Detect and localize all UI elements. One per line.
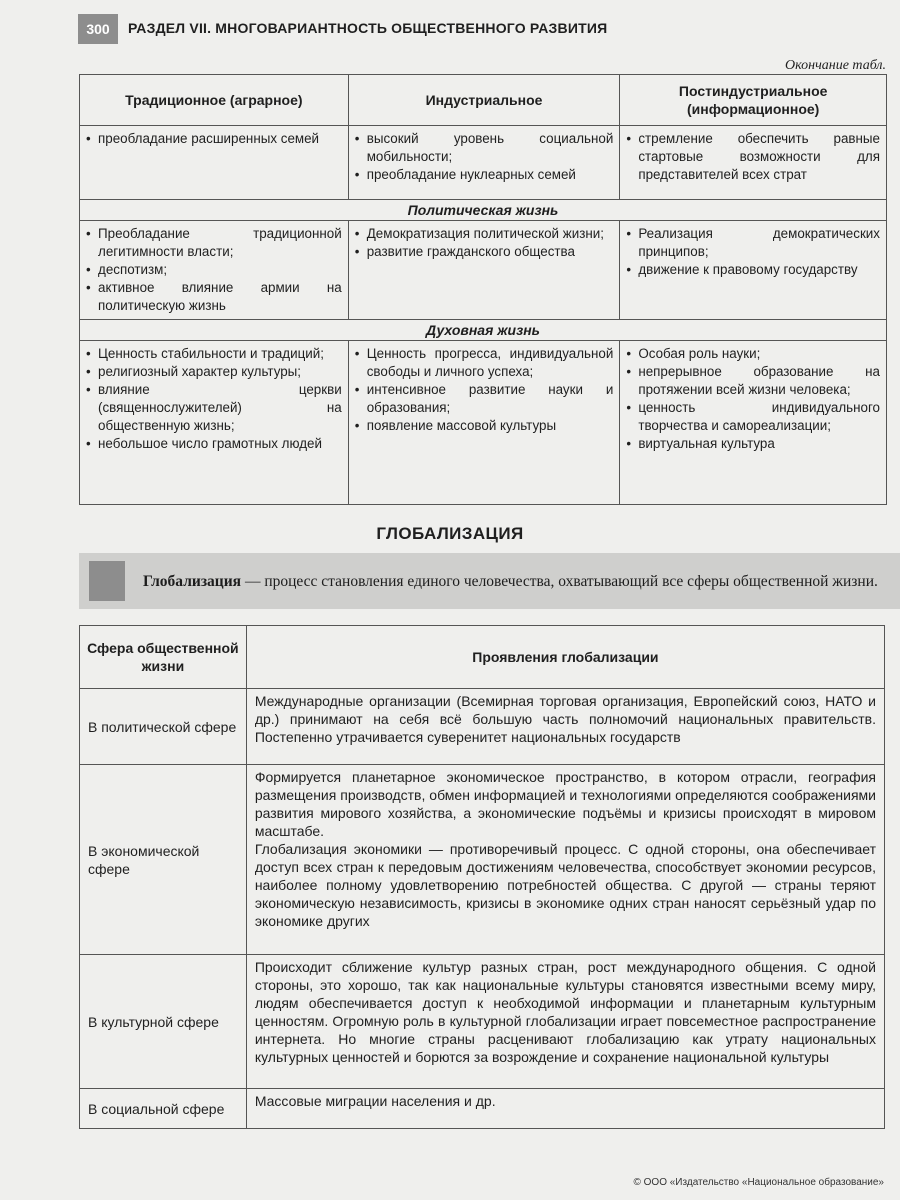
manifestation-cell: Происходит сближение культур разных стран, рост международного общения. С одной стороны, это хорошо, так как национальные культуры становятся известными всему миру, людям обеспечивается доступ к необходимой информации и планетарным культурным ценностям. Огромную роль в культурной глобализации играет повсеместное распространение интернета. Но многие страны расценивают глобализацию как утрату национальных культурных ценностей и борются за возрождение и сохранение национальной культуры [246,955,884,1089]
definition-term: Глобализация [143,572,242,590]
table-row [80,765,885,955]
list-item: • появление массовой культуры [353,417,614,435]
table-cell [348,126,620,200]
list-item: • преобладание расширенных семей [84,130,342,148]
paragraph: Глобализация экономики — противоречивый процесс. С одной стороны, она обеспечивает доступ всех стран к передовым достижениям человечества, способствует экономии ресурсов, наиболее полному удовлетворению потребностей общества. С другой — страны теряют экономическую независимость, кризисы в экономике одних стран наносят серьёзный удар по экономике других [254,841,876,929]
section-label: Духовная жизнь [80,320,887,341]
table-cell [80,221,349,320]
list-item: • религиозный характер культуры; [84,363,342,381]
table-cell [80,341,349,505]
sphere-cell: В культурной сфере [80,955,247,1089]
manifestation-cell [246,765,884,955]
table-row [80,1089,885,1129]
sphere-cell: В социальной сфере [80,1089,247,1129]
list-item: • ценность индивидуального творчества и самореализации; [624,399,880,435]
col-manifestations: Проявления глобализации [246,626,884,689]
col-sphere: Сфера общественной жизни [80,626,247,689]
col-postindustrial: Постиндустриальное (информационное) [620,75,887,126]
society-types-table [79,74,887,505]
list-item: • деспотизм; [84,261,342,279]
table-header-row [80,626,885,689]
sphere-cell: В экономической сфере [80,765,247,955]
table-header-row [80,75,887,126]
list-item: • высокий уровень социальной мобильности; [353,130,614,166]
list-item: • стремление обеспечить равные стартовые возможности для представителей всех страт [624,130,880,184]
section-row-political [80,200,887,221]
col-traditional: Традиционное (аграрное) [80,75,349,126]
table-row [80,689,885,765]
list-item: • активное влияние армии на политическую жизнь [84,279,342,315]
table-row [80,341,887,505]
table-cell [620,126,887,200]
table-cell [80,126,349,200]
list-item: • интенсивное развитие науки и образования; [353,381,614,417]
list-item: • Ценность прогресса, индивидуальной свободы и личного успеха; [353,345,614,381]
section-heading: ГЛОБАЛИЗАЦИЯ [376,524,524,543]
list-item: • Демократизация политической жизни; [353,225,614,243]
section-row-spiritual [80,320,887,341]
list-item: • виртуальная культура [624,435,880,453]
table-continuation-note: Окончание табл. [785,58,886,73]
table-cell [620,221,887,320]
table-row [80,955,885,1089]
manifestation-cell: Международные организации (Всемирная торговая организация, Европейский союз, НАТО и др.) принимают на себя всё большую часть полномочий национальных правительств. Постепенно утрачивается суверенитет национальных государств [246,689,884,765]
list-item: • развитие гражданского общества [353,243,614,261]
list-item: • влияние церкви (священнослужителей) на общественную жизнь; [84,381,342,435]
list-item: • преобладание нуклеарных семей [353,166,614,184]
list-item: • небольшое число грамотных людей [84,435,342,453]
list-item: • движение к правовому государству [624,261,880,279]
manifestation-cell: Массовые миграции населения и др. [246,1089,884,1129]
table-cell [620,341,887,505]
list-item: • Особая роль науки; [624,345,880,363]
list-item: • непрерывное образование на протяжении всей жизни человека; [624,363,880,399]
list-item: • Преобладание традиционной легитимности власти; [84,225,342,261]
running-head: РАЗДЕЛ VII. МНОГОВАРИАНТНОСТЬ ОБЩЕСТВЕННОГО РАЗВИТИЯ [128,20,608,36]
definition-body: — процесс становления единого человечества, охватывающий все сферы общественной жизни. [241,572,878,590]
list-item: • Ценность стабильности и традиций; [84,345,342,363]
table-row [80,221,887,320]
sphere-cell: В политической сфере [80,689,247,765]
globalization-table [79,625,885,1129]
list-item: • Реализация демократических принципов; [624,225,880,261]
copyright-footer: © ООО «Издательство «Национальное образование» [633,1177,884,1188]
page-number: 300 [78,14,118,44]
paragraph: Формируется планетарное экономическое пространство, в котором отрасли, география размещения производств, обмен информацией и технологиями определяются соображениями развития мирового хозяйства, а экономические подъёмы и кризисы происходят в мировом масштабе. [254,769,876,839]
definition-text [143,571,898,592]
table-row [80,126,887,200]
table-cell [348,221,620,320]
definition-box [79,553,900,609]
table-cell [348,341,620,505]
col-industrial: Индустриальное [348,75,620,126]
definition-marker [89,561,125,601]
section-label: Политическая жизнь [80,200,887,221]
